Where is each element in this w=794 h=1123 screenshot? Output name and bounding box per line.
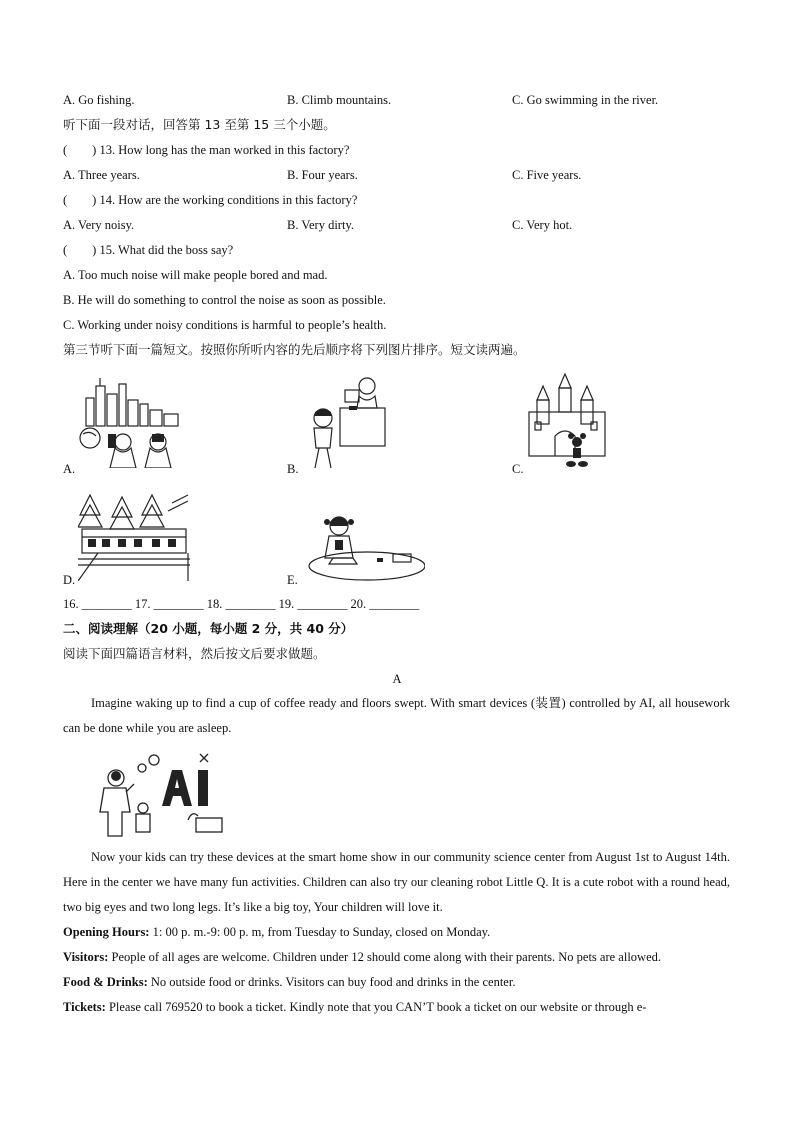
q15-option-c: C. Working under noisy conditions is harmful to people’s health. xyxy=(63,318,387,332)
info-visitors-text: People of all ages are welcome. Children under 12 should come along with their parents. No pets are allowed. xyxy=(108,950,661,964)
picture-e-girl-reading-illustration xyxy=(303,510,425,582)
picture-label-b: B. xyxy=(287,462,299,476)
info-food-drinks xyxy=(63,974,515,990)
picture-label-a: A. xyxy=(63,462,76,476)
info-opening-hours-text: 1: 00 p. m.-9: 00 p. m, from Tuesday to Sunday, closed on Monday. xyxy=(149,925,491,939)
q15-stem: ( ) 15. What did the boss say? xyxy=(63,243,234,257)
picture-label-c: C. xyxy=(512,462,524,476)
passage-letter: A xyxy=(392,672,402,686)
q15-option-b: B. He will do something to control the noise as soon as possible. xyxy=(63,293,386,307)
q13-option-a: A. Three years. xyxy=(63,168,140,182)
info-tickets-label: Tickets: xyxy=(63,1000,106,1014)
info-opening-hours xyxy=(63,924,490,940)
info-visitors xyxy=(63,949,661,965)
part2-intro: 阅读下面四篇语言材料，然后按文后要求做题。 xyxy=(63,646,326,661)
q13-stem: ( ) 13. How long has the man worked in this factory? xyxy=(63,143,350,157)
q12-option-c: C. Go swimming in the river. xyxy=(512,93,659,107)
q13-option-c: C. Five years. xyxy=(512,168,582,182)
picture-d-train-illustration xyxy=(78,493,190,581)
answer-blanks-16-20: 16. ________ 17. ________ 18. ________ 19. ________ 20. ________ xyxy=(63,597,420,611)
info-food-drinks-label: Food & Drinks: xyxy=(63,975,148,989)
q12-option-a: A. Go fishing. xyxy=(63,93,135,107)
section3-intro: 第三节听下面一篇短文。按照你所听内容的先后顺序将下列图片排序。短文读两遍。 xyxy=(63,342,526,357)
dialog-intro: 听下面一段对话，回答第 13 至第 15 三个小题。 xyxy=(63,117,336,132)
info-visitors-label: Visitors: xyxy=(63,950,109,964)
passage-a-paragraph-1: Imagine waking up to find a cup of coffee ready and floors swept. With smart devices (装置) controlled by AI, all housework can be done while you are asleep. xyxy=(63,696,730,735)
q13-option-b: B. Four years. xyxy=(287,168,358,182)
q14-stem: ( ) 14. How are the working conditions in this factory? xyxy=(63,193,358,207)
info-opening-hours-label: Opening Hours: xyxy=(63,925,150,939)
passage-a-paragraph-2: Now your kids can try these devices at the smart home show in our community science center from August 1st to August 14th. Here in the center we have many fun activities. Children can also try our cleaning robot Little Q. It is a cute robot with a round head, two big eyes and two long legs. It’s like a big toy, Your children will love it. xyxy=(63,850,730,914)
q15-option-a: A. Too much noise will make people bored and mad. xyxy=(63,268,328,282)
picture-label-e: E. xyxy=(287,573,298,587)
q12-option-b: B. Climb mountains. xyxy=(287,93,392,107)
picture-label-d: D. xyxy=(63,573,76,587)
q14-option-a: A. Very noisy. xyxy=(63,218,135,232)
ai-robot-illustration xyxy=(92,750,232,838)
part2-heading: 二、阅读理解（20 小题，每小题 2 分，共 40 分） xyxy=(63,621,354,636)
picture-b-shop-illustration xyxy=(305,376,390,471)
q14-option-b: B. Very dirty. xyxy=(287,218,355,232)
info-food-drinks-text: No outside food or drinks. Visitors can buy food and drinks in the center. xyxy=(147,975,516,989)
picture-a-city-illustration xyxy=(78,376,183,468)
q14-option-c: C. Very hot. xyxy=(512,218,573,232)
info-tickets xyxy=(63,999,646,1015)
picture-c-castle-illustration xyxy=(525,372,610,470)
info-tickets-text: Please call 769520 to book a ticket. Kindly note that you CAN’T book a ticket on our website or through e- xyxy=(105,1000,647,1014)
ai-logo-text: AI xyxy=(144,800,145,801)
